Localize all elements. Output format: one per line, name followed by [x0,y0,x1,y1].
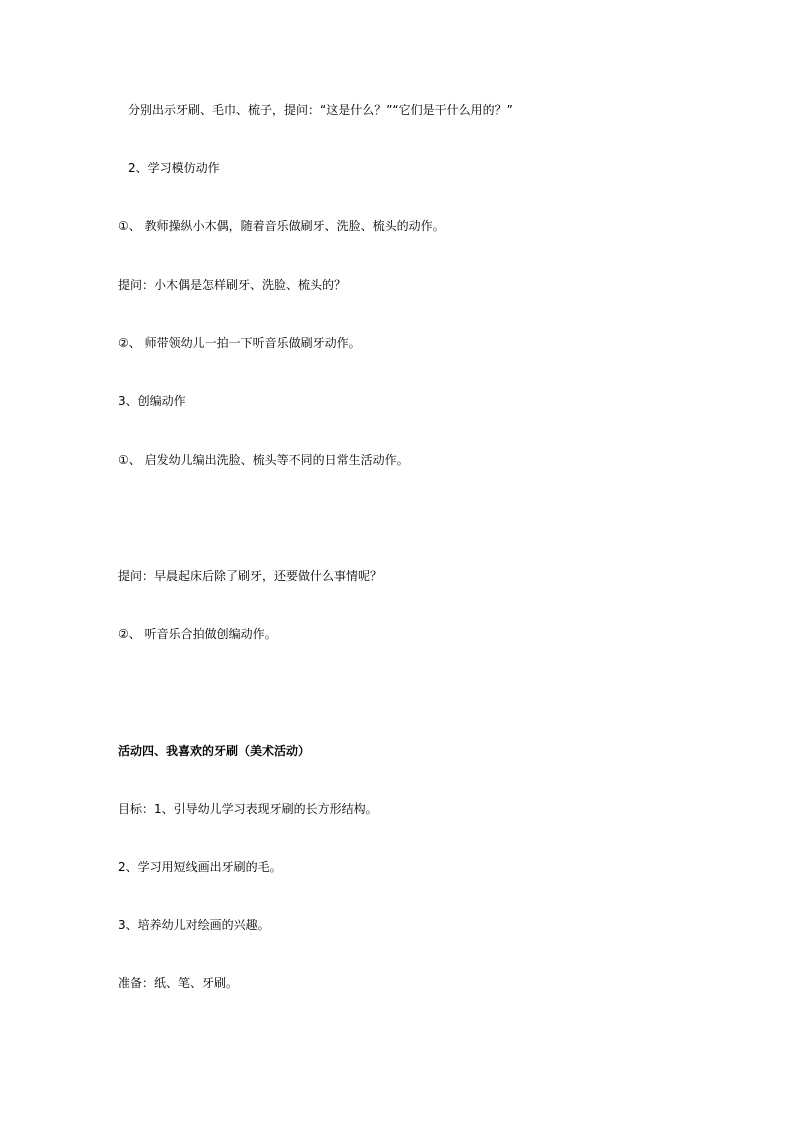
step-2-heading: 2、学习模仿动作 [128,161,220,175]
step-3-item-1: ①、 启发幼儿编出洗脸、梳头等不同的日常生活动作。 [118,453,409,467]
goal-1: 目标：1、引导幼儿学习表现牙刷的长方形结构。 [118,802,378,816]
step-2-item-2: ②、 师带领幼儿一拍一下听音乐做刷牙动作。 [118,336,361,350]
goal-2: 2、学习用短线画出牙刷的毛。 [118,860,282,874]
paragraph-show-items-question: 分别出示牙刷、毛巾、梳子，提问：“这是什么？”“它们是干什么用的？” [128,103,513,117]
activity-4-title: 活动四、我喜欢的牙刷（美术活动） [118,744,311,758]
step-2-item-1: ①、 教师操纵小木偶，随着音乐做刷牙、洗脸、梳头的动作。 [118,219,445,233]
preparation: 准备：纸、笔、牙刷。 [118,976,239,990]
step-2-question: 提问：小木偶是怎样刷牙、洗脸、梳头的？ [118,278,347,292]
step-3-heading: 3、创编动作 [118,394,186,408]
step-3-item-2: ②、 听音乐合拍做创编动作。 [118,627,277,641]
step-3-question: 提问：早晨起床后除了刷牙，还要做什么事情呢？ [118,569,383,583]
goal-3: 3、培养幼儿对绘画的兴趣。 [118,918,270,932]
